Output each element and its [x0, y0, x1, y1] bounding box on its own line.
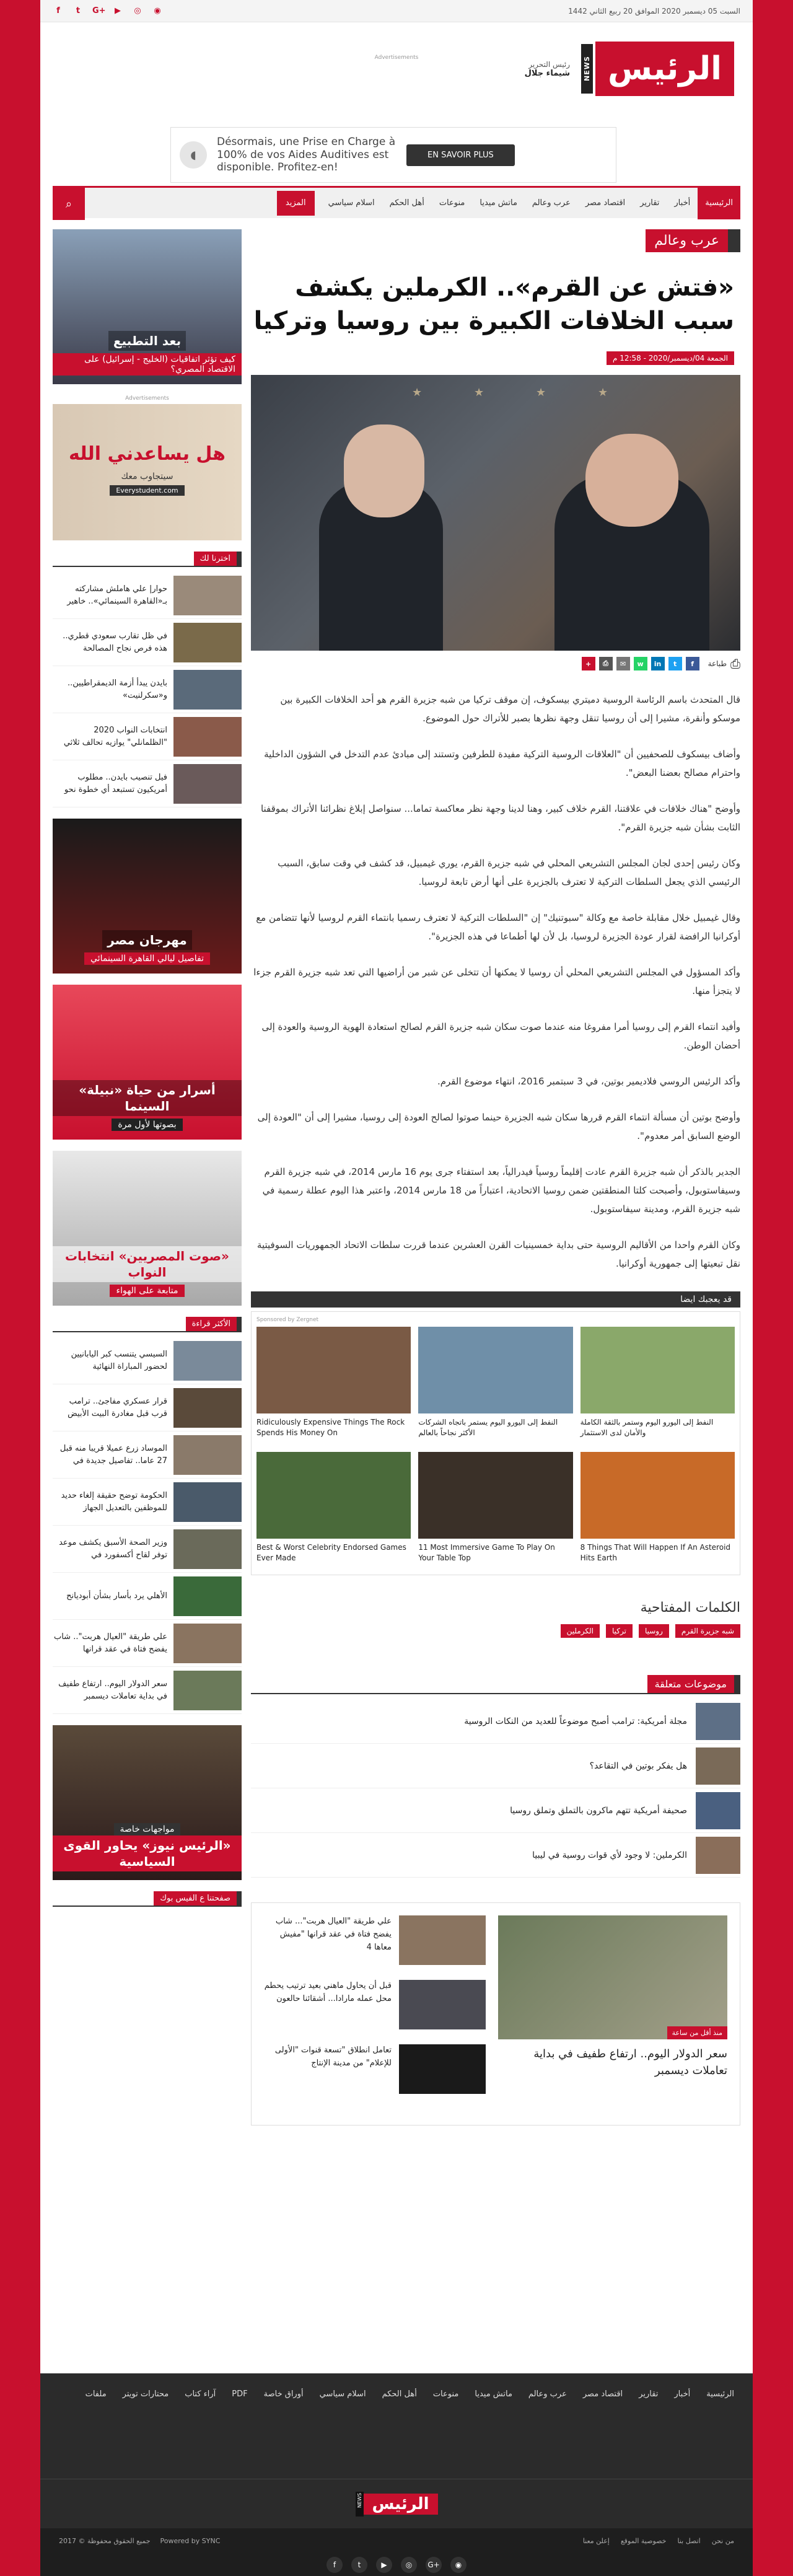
youtube-icon[interactable]: ▶	[376, 2557, 392, 2573]
sponsored-image	[418, 1452, 572, 1539]
editors-item[interactable]	[53, 619, 242, 666]
date-text: السبت 05 ديسمبر 2020 الموافق 20 ربيع الثاني 1442	[568, 6, 740, 15]
most-read-thumb	[173, 1435, 242, 1475]
article-paragraph: وأكد الرئيس الروسي فلاديمير بوتين، في 3 سبتمبر 2016، انتهاء موضوع القرم.	[437, 1076, 740, 1087]
share-whatsapp-icon[interactable]: w	[634, 657, 647, 670]
copyright-info	[59, 2537, 220, 2545]
most-read-item[interactable]	[53, 1667, 242, 1714]
nav-match-media[interactable]: ماتش ميديا	[480, 198, 517, 208]
nav-variety[interactable]: منوعات	[439, 198, 465, 208]
logo-news: NEWS	[581, 44, 593, 94]
banner-caption: بعد التطبيع	[108, 331, 186, 351]
copyright-bar	[40, 2528, 753, 2553]
ad-zone	[40, 35, 753, 109]
footer-social	[40, 2553, 753, 2576]
share-print-icon[interactable]: ⎙	[599, 657, 613, 670]
editors-item[interactable]	[53, 713, 242, 760]
share-more-icon[interactable]: +	[582, 657, 595, 670]
related-thumb	[696, 1747, 740, 1785]
sidebar-banner-elections[interactable]	[53, 1151, 242, 1306]
print-label[interactable]: طباعة	[708, 659, 727, 668]
banner-sub: تفاصيل ليالي القاهرة السينمائي	[84, 952, 210, 965]
top-social	[53, 6, 163, 15]
star-decoration-icon: ★	[412, 386, 423, 399]
small-news-title: علي طريقة "العيال هربت"... شاب يفضح فتاة في عقد قرانها "مفيش معاها 4	[275, 1917, 392, 1952]
banner-caption: «صوت المصريين» انتخابات النواب	[53, 1246, 242, 1282]
legal-links	[583, 2537, 734, 2545]
footer-link[interactable]: أهل الحكم	[382, 2389, 417, 2399]
most-read-thumb	[173, 1624, 242, 1663]
sponsored-caption: 11 Most Immersive Game To Play On Your Table Top	[418, 1543, 555, 1562]
article-paragraph: وكان القرم واحدا من الأقاليم الروسية حتى بداية خمسينيات القرن العشرين عندما قررت سلطات الاتحاد الجمهوريات السوفيتية نقل تبعيتها إلى جمهورية أوكرانيا.	[256, 1239, 740, 1269]
most-read-item[interactable]	[53, 1337, 242, 1384]
editors-thumb	[173, 764, 242, 804]
sidebar-ad[interactable]	[53, 404, 242, 540]
related-item[interactable]	[251, 1833, 740, 1878]
small-news-title: تعامل انطلاق "تسعة قنوات "الأولى للإعلام" من مدينة الإنتاج	[274, 2046, 392, 2068]
share-facebook-icon[interactable]: f	[686, 657, 699, 670]
facebook-page-head[interactable]: صفحتنا ع الفيس بوك	[154, 1891, 242, 1906]
person-erdogan-head	[585, 434, 678, 527]
editors-thumb	[173, 576, 242, 615]
share-email-icon[interactable]: ✉	[616, 657, 630, 670]
keyword-tag[interactable]: تركيا	[606, 1624, 633, 1638]
divider	[53, 566, 242, 567]
ad-sub: سيتجاوب معك	[121, 472, 173, 481]
related-title: مجلة أمريكية: ترامب أصبح موضوعاً للعديد من النكات الروسية	[464, 1716, 687, 1726]
sidebar-banner-interviews[interactable]	[53, 1725, 242, 1880]
sidebar	[53, 229, 242, 1912]
sponsored-caption: Best & Worst Celebrity Endorsed Games Ever Made	[256, 1543, 406, 1562]
banner-caption: مهرجان مصر	[102, 930, 192, 950]
google-plus-icon[interactable]: G+	[92, 6, 106, 15]
share-linkedin-icon[interactable]: in	[651, 657, 665, 670]
most-read-thumb	[173, 1341, 242, 1381]
rss-icon[interactable]: ◉	[154, 6, 161, 15]
footer-link[interactable]: محتارات تويتر	[122, 2389, 169, 2399]
powered-by[interactable]: Powered by SYNC	[160, 2536, 221, 2545]
sponsored-grid	[256, 1327, 735, 1570]
page	[40, 0, 753, 2576]
ad-site: Everystudent.com	[110, 485, 184, 496]
related-thumb	[696, 1837, 740, 1874]
sponsored-caption: Ridiculously Expensive Things The Rock Spends His Money On	[256, 1418, 405, 1437]
nav-arab-world[interactable]: عرب وعالم	[532, 198, 571, 208]
article-paragraph: وكان رئيس إحدى لجان المجلس التشريعي المحلي في شبه جزيرة القرم، يوري غيمبيل، قد كشف في وقت سابق، السبب الرئيسي الذي يجعل السلطات التركية لا تعترف بالجزيرة على أنها أرض تابعة لروسيا.	[278, 858, 740, 887]
editors-title: بايدن يبدأ أزمة الديمقراطيين.. و«سكرلنيت»	[67, 679, 167, 700]
article-paragraph: وأضاف بيسكوف للصحفيين أن "العلاقات الروسية التركية مفيدة للطرفين وتستند إلى مبادئ عدم التدخل في الشؤون الداخلية واحترام مصالح بعضنا البعض".	[264, 749, 740, 778]
banner-sub: متابعة على الهواء	[110, 1285, 184, 1297]
instagram-icon[interactable]: ◎	[401, 2557, 417, 2573]
share-bar	[251, 654, 740, 673]
copyright-text: جميع الحقوق محفوظة © 2017	[59, 2536, 151, 2545]
most-read-title: علي طريقة "العيال هربت".. شاب يفضح فتاة في عقد قرانها	[53, 1632, 167, 1654]
editors-title: انتخابات النواب 2020 "الظلمانلي" يوازيه تحالف ثلاثي	[63, 726, 167, 747]
facebook-icon[interactable]: f	[56, 6, 60, 15]
small-news-thumb	[399, 1915, 486, 1965]
footer-link[interactable]: اسلام سياسي	[319, 2389, 366, 2399]
banner-sub: مواجهات خاصة	[114, 1823, 181, 1835]
ad-image	[53, 404, 242, 540]
banner-image	[53, 819, 242, 974]
banner-caption: أسرار من حياة «نبيلة» السينما	[53, 1080, 242, 1116]
sponsored-image	[256, 1452, 411, 1539]
legal-link[interactable]: من نحن	[711, 2536, 734, 2545]
footer-link[interactable]: PDF	[232, 2389, 248, 2399]
person-putin-head	[344, 424, 424, 517]
big-news-card[interactable]	[498, 1915, 727, 2112]
related-thumb	[696, 1792, 740, 1829]
editors-title: فيل تنصيب بايدن.. مطلوب أمريكيون تستبعد أي خطوة نحو	[64, 773, 167, 794]
related-title: هل يفكر بوتين في التقاعد؟	[589, 1761, 687, 1771]
sidebar-banner-normalization[interactable]	[53, 229, 242, 384]
banner-image	[53, 985, 242, 1140]
sponsored-item[interactable]	[256, 1327, 411, 1444]
time-badge: منذ أقل من ساعة	[667, 2026, 727, 2039]
related-item[interactable]	[251, 1699, 740, 1744]
divider	[251, 1693, 740, 1694]
sponsored-item[interactable]	[256, 1452, 411, 1570]
article-category[interactable]: عرب وعالم	[646, 229, 740, 252]
article-paragraph: قال المتحدث باسم الرئاسة الروسية دميتري بيسكوف، إن موقف تركيا من شبه جزيرة القرم هو أحد الخلافات الكبيرة بين موسكو وأنقرة، مشيرا إلى أن روسيا تنقل وجهة نظرها بصبر للأتراك حول الموضوع.	[280, 694, 740, 724]
most-read-thumb	[173, 1482, 242, 1522]
sponsored-image	[418, 1327, 572, 1413]
share-twitter-icon[interactable]: t	[668, 657, 682, 670]
article-body	[251, 690, 740, 1273]
footer-logo-name: الرئيس	[364, 2494, 438, 2515]
logo-name: الرئيس	[595, 42, 734, 96]
article-main	[251, 229, 740, 2125]
editors-thumb	[173, 670, 242, 710]
sponsored-tag[interactable]: Sponsored by Zergnet	[256, 1317, 319, 1323]
footer-link[interactable]: آراء كتاب	[185, 2389, 216, 2399]
related-item[interactable]	[251, 1744, 740, 1788]
most-read-item[interactable]	[53, 1526, 242, 1573]
related-title: صحيفة أمريكية تتهم ماكرون بالتملق وتملق روسيا	[510, 1805, 687, 1816]
footer-link[interactable]: ملفات	[85, 2389, 107, 2399]
nav-reports[interactable]: تقارير	[640, 198, 660, 208]
youtube-icon[interactable]: ▶	[115, 6, 121, 15]
big-news-image	[498, 1915, 727, 2039]
banner-sub: كيف تؤثر اتفاقيات (الخليج - إسرائيل) على الاقتصاد المصري؟	[53, 353, 242, 376]
most-read-item[interactable]	[53, 1479, 242, 1526]
nav-political-islam[interactable]: اسلام سياسي	[328, 198, 375, 208]
sponsored-image	[581, 1327, 735, 1413]
most-read-item[interactable]	[53, 1620, 242, 1667]
star-decoration-icon: ★	[536, 386, 546, 399]
related-head: موضوعات متعلقة	[647, 1675, 740, 1693]
related-title: الكرملين: لا وجود لأي قوات روسية في ليبيا	[532, 1850, 687, 1860]
top-bar	[40, 0, 753, 22]
most-read-thumb	[173, 1388, 242, 1428]
more-news	[251, 1902, 740, 2125]
related-section	[251, 1675, 740, 1878]
twitter-icon[interactable]: t	[76, 6, 81, 15]
footer-link[interactable]: اقتصاد مصر	[582, 2389, 623, 2399]
most-read-thumb	[173, 1576, 242, 1616]
small-news-item[interactable]	[264, 2044, 486, 2104]
nav-rulers[interactable]: أهل الحكم	[389, 198, 424, 208]
rss-icon[interactable]: ◉	[450, 2557, 467, 2573]
most-read-thumb	[173, 1671, 242, 1710]
footer-logo-news: NEWS	[356, 2492, 364, 2517]
article-paragraph: وقال غيمبيل خلال مقابلة خاصة مع وكالة "سبوتنيك" إن "السلطات التركية لا تعترف رسميا بانتماء القرم لروسيا لأنها تتضامن مع أوكرانيا الرافضة لقرار عودة الجزيرة لروسيا، بل لأن لها أطماعا في هذه الجزيرة".	[256, 912, 740, 942]
footer-logo[interactable]	[40, 2479, 753, 2528]
twitter-icon[interactable]: t	[351, 2557, 367, 2573]
legal-link[interactable]: إعلن معنا	[582, 2536, 610, 2545]
facebook-icon[interactable]: f	[326, 2557, 343, 2573]
print-icon[interactable]: ⎙	[730, 656, 740, 671]
sponsored-caption: 8 Things That Will Happen If An Asteroid Hits Earth	[580, 1543, 731, 1562]
footer-link[interactable]: الرئيسية	[706, 2389, 734, 2399]
small-news-title: قبل أن يحاول ماهني بعيد ترتيب يحطم محل عمله مارادا... أشقائنا حالعون	[264, 1981, 392, 2003]
legal-link[interactable]: خصوصية الموقع	[620, 2536, 667, 2545]
article-paragraph: وأكد المسؤول في المجلس التشريعي المحلي أن روسيا لا يمكنها أن تتخلى عن شبر من أراضيها التي تعد شبه جزيرة القرم جزءا لا يتجزأ منها.	[253, 967, 740, 996]
footer-links	[40, 2373, 753, 2399]
main-nav	[53, 186, 740, 218]
footer-link[interactable]: ماتش ميديا	[475, 2389, 512, 2399]
divider	[53, 1331, 242, 1332]
sponsored-head: قد يعجبك ايضا	[251, 1291, 740, 1308]
small-news-thumb	[399, 2044, 486, 2094]
sponsored-image	[256, 1327, 411, 1413]
sponsored-item[interactable]	[581, 1452, 735, 1570]
keywords-title: الكلمات المفتاحية	[640, 1600, 740, 1615]
ad-label: Advertisements	[374, 55, 419, 61]
editors-item[interactable]	[53, 666, 242, 713]
divider	[53, 1906, 242, 1907]
sponsored-item[interactable]	[581, 1327, 735, 1444]
chief-name: شيماء جلال	[524, 68, 571, 78]
editors-item[interactable]	[53, 572, 242, 619]
sponsored-image	[581, 1452, 735, 1539]
sponsored-item[interactable]	[418, 1327, 572, 1444]
article-image	[251, 375, 740, 651]
footer-link[interactable]: عرب وعالم	[528, 2389, 567, 2399]
most-read-title: سعر الدولار اليوم.. ارتفاع طفيف في بداية تعاملات ديسمبر	[58, 1679, 167, 1701]
hearing-aid-icon: ◖	[180, 141, 207, 169]
footer-link[interactable]: أوراق خاصة	[263, 2389, 304, 2399]
most-read-title: الموساد زرع عميلا قريبا منه قبل 27 عاما.. تفاصيل جديدة في	[59, 1444, 167, 1466]
footer-link[interactable]: تقارير	[639, 2389, 659, 2399]
most-read-title: الحكومة توضح حقيقة إلغاء حديد للموظفين بالتعديل الجهاز	[61, 1491, 167, 1513]
nav-home[interactable]: الرئيسية	[698, 187, 740, 219]
most-read-thumb	[173, 1529, 242, 1569]
keyword-tag[interactable]: شبه جزيرة القرم	[675, 1624, 740, 1638]
google-plus-icon[interactable]: G+	[426, 2557, 442, 2573]
ad-caption: هل يساعدني الله	[69, 443, 226, 465]
ad-banner[interactable]	[170, 127, 616, 183]
editors-title: حوار| علي هاملش مشاركته بـ«القاهرة السينمائي».. خاهير	[67, 584, 167, 606]
banner-image	[53, 229, 242, 384]
most-read-title: الأهلي يرد بأسار بشأن أبوديانح	[66, 1591, 167, 1601]
article-paragraph: وأوضح بوتين أن مسألة انتماء القرم قررها سكان شبه الجزيرة حينما صوتوا لصالح العودة إلى روسيا، مشيرا إلى أن "العودة إلى الوضع السابق أمر معدوم".	[257, 1112, 740, 1141]
nav-egypt-economy[interactable]: اقتصاد مصر	[585, 198, 626, 208]
footer-nav	[40, 2373, 753, 2479]
most-read-item[interactable]	[53, 1384, 242, 1431]
most-read-head: الأكثر قراءة	[186, 1317, 242, 1331]
editors-thumb	[173, 717, 242, 757]
legal-link[interactable]: اتصل بنا	[677, 2536, 701, 2545]
banner-image	[53, 1725, 242, 1880]
article-paragraph: وأفيد انتماء القرم إلى روسيا أمرا مفروغا منه عندما صوت سكان شبه جزيرة القرم لصالح استعادة الهوية الروسية والعودة إلى أحضان الوطن.	[261, 1021, 740, 1051]
related-thumb	[696, 1703, 740, 1740]
nav-more[interactable]: المزيد	[277, 191, 315, 216]
editors-pick-head: اخترنا لك	[194, 552, 242, 566]
sidebar-banner-nabila[interactable]	[53, 985, 242, 1140]
nav-news[interactable]: أخبار	[674, 198, 691, 208]
sidebar-banner-festival[interactable]	[53, 819, 242, 974]
small-news-item[interactable]	[264, 1980, 486, 2039]
most-read-title: وزير الصحة الأسبق يكشف موعد توفر لقاح أكسفورد في	[59, 1538, 167, 1560]
banner-sub: بصوتها لأول مرة	[112, 1119, 182, 1131]
most-read-item[interactable]	[53, 1431, 242, 1479]
ad-label: Advertisements	[125, 395, 169, 402]
most-read-list	[53, 1337, 242, 1714]
ad-text: Désormais, une Prise en Charge à 100% de vos Aides Auditives est disponible. Profitez-en!	[217, 136, 396, 174]
small-news-thumb	[399, 1980, 486, 2029]
editors-pick-list	[53, 572, 242, 807]
keywords-list	[251, 1624, 740, 1638]
star-decoration-icon: ★	[474, 386, 484, 399]
banner-image	[53, 1151, 242, 1306]
article-paragraph: الجدير بالذكر أن شبه جزيرة القرم عادت إقليماً روسياً فيدرالياً، بعد استفتاء جرى يوم 16 مارس 2014، في شبه جزيرة القرم وسيفاستوبول، وأصبحت كلتا المنطقتين ضمن روسيا الاتحادية، اعتباراً من 18 مارس 2014، واعتبر هذا اليوم عطلة رسمية في شبه جزيرة القرم، ومدينة سيفاستوبول.	[262, 1166, 740, 1215]
instagram-icon[interactable]: ◎	[134, 6, 141, 15]
big-news-title: سعر الدولار اليوم.. ارتفاع طفيف في بداية تعاملات ديسمبر	[533, 2047, 727, 2077]
editors-title: في ظل تقارب سعودي قطري.. هذه فرص نجاح المصالحة	[63, 631, 167, 653]
editors-thumb	[173, 623, 242, 662]
related-item[interactable]	[251, 1788, 740, 1833]
most-read-title: السيسي يتنسب كبر اليابانيين لحضور المباراة النهائية	[71, 1350, 167, 1371]
search-icon[interactable]: ⌕	[53, 188, 85, 220]
ad-button[interactable]: EN SAVOIR PLUS	[406, 144, 515, 166]
sponsored-caption: النفط إلى اليورو اليوم يستمر باتجاه الشركات الأكثر نجاحاً بالعالم	[418, 1418, 558, 1437]
keyword-tag[interactable]: الكرملين	[561, 1624, 600, 1638]
star-decoration-icon: ★	[598, 386, 608, 399]
sponsored-item[interactable]	[418, 1452, 572, 1570]
most-read-item[interactable]	[53, 1573, 242, 1620]
article-title: «فتش عن القرم».. الكرملين يكشف سبب الخلافات الكبيرة بين روسيا وتركيا	[253, 273, 734, 335]
keyword-tag[interactable]: روسيا	[639, 1624, 669, 1638]
most-read-title: قرار عسكري مفاجئ.. ترامب قرب قبل مغادرة البيت الأبيض	[68, 1397, 167, 1418]
sponsored-box	[251, 1311, 740, 1575]
footer-link[interactable]: أخبار	[674, 2389, 691, 2399]
article-date: الجمعة 04/ديسمبر/2020 - 12:58 م	[607, 351, 734, 365]
small-news-item[interactable]	[264, 1915, 486, 1975]
editors-item[interactable]	[53, 760, 242, 807]
chief-label: رئيس التحرير	[528, 59, 571, 69]
banner-caption: «الرئيس نيوز» يحاور القوى السياسية	[53, 1835, 242, 1871]
sponsored-caption: النفط إلى اليورو اليوم وستمر بالثقة الكاملة والأمان لدى الاستثمار	[580, 1418, 714, 1437]
footer-link[interactable]: منوعات	[432, 2389, 459, 2399]
article-paragraph: وأوضح "هناك خلافات في علاقتنا، القرم خلاف كبير، وهنا لدينا وجهة نظر معاكسة تماما... سنواصل إبلاغ نظرائنا الأتراك بموقفنا الثابت بشأن شبه جزيرة القرم".	[260, 803, 740, 833]
small-news-list	[264, 1915, 486, 2112]
